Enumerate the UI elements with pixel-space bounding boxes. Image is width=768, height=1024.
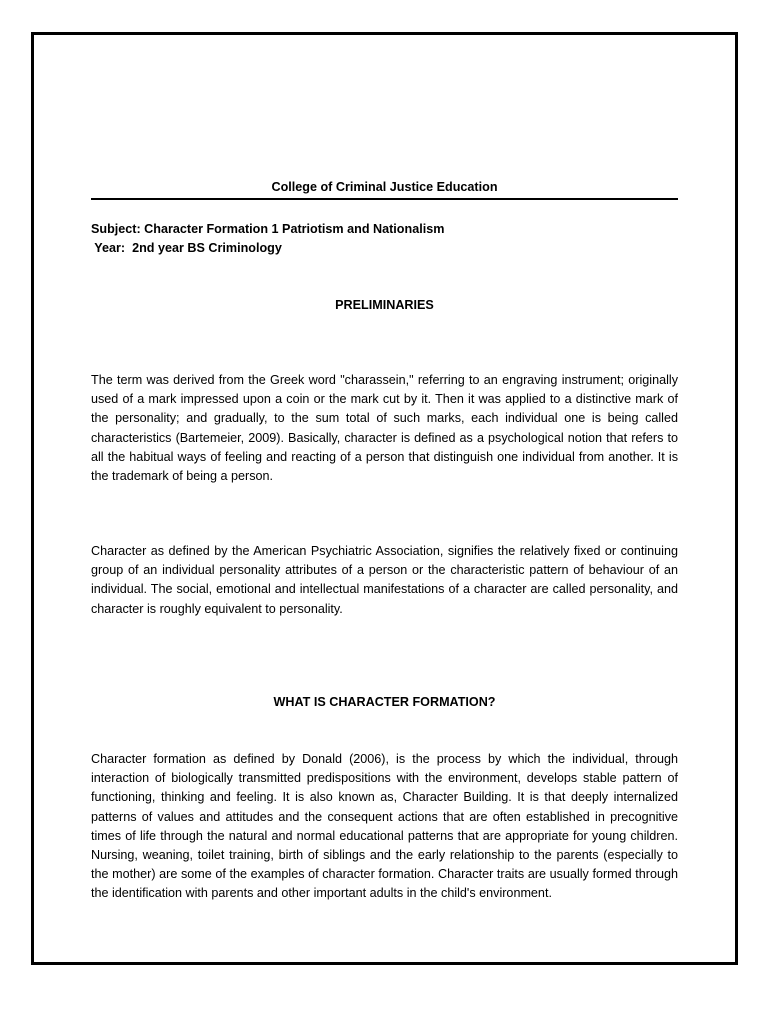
subject-line: Subject: Character Formation 1 Patriotism and Nationalism [91, 222, 445, 236]
paragraph-etymology: The term was derived from the Greek word "charassein," referring to an engraving instrument; originally used of a mark impressed upon a coin or the mark cut by it. Then it was applied to a distinctive mark of the personality; and gradually, to the sum total of such marks, each individual one is being called characteristics (Bartemeier, 2009). Basically, character is defined as a psychological notion that refers to all the habitual ways of feeling and reacting of a person that distinguish one individual from another. It is the trademark of being a person. [91, 373, 678, 484]
paragraph-apa-definition: Character as defined by the American Psychiatric Association, signifies the relatively fixed or continuing group of an individual personality attributes of a person or the characteristic pattern of behaviour of an individual. The social, emotional and intellectual manifestations of a character are called personality, and character is roughly equivalent to personality. [91, 544, 678, 616]
year-line: Year: 2nd year BS Criminology [91, 241, 282, 255]
header-rule [91, 198, 678, 200]
preliminaries-heading: PRELIMINARIES [335, 298, 434, 312]
character-formation-heading: WHAT IS CHARACTER FORMATION? [273, 695, 496, 709]
paragraph-character-formation: Character formation as defined by Donald (2006), is the process by which the individual, through interaction of biologically transmitted predispositions with the environment, develops stable pattern of functioning, thinking and feeling. It is also known as, Character Building. It is that deeply internalized patterns of values and attitudes and the consequent actions that are often established in precognitive times of life through the natural and normal educational patterns that are appropriate for young children. Nursing, weaning, toilet training, birth of siblings and the early relationship to the parents (especially to the mother) are some of the examples of character formation. Character traits are usually formed through the identification with parents and other important adults in the child's environment. [91, 752, 678, 901]
institution-title: College of Criminal Justice Education [271, 180, 498, 194]
